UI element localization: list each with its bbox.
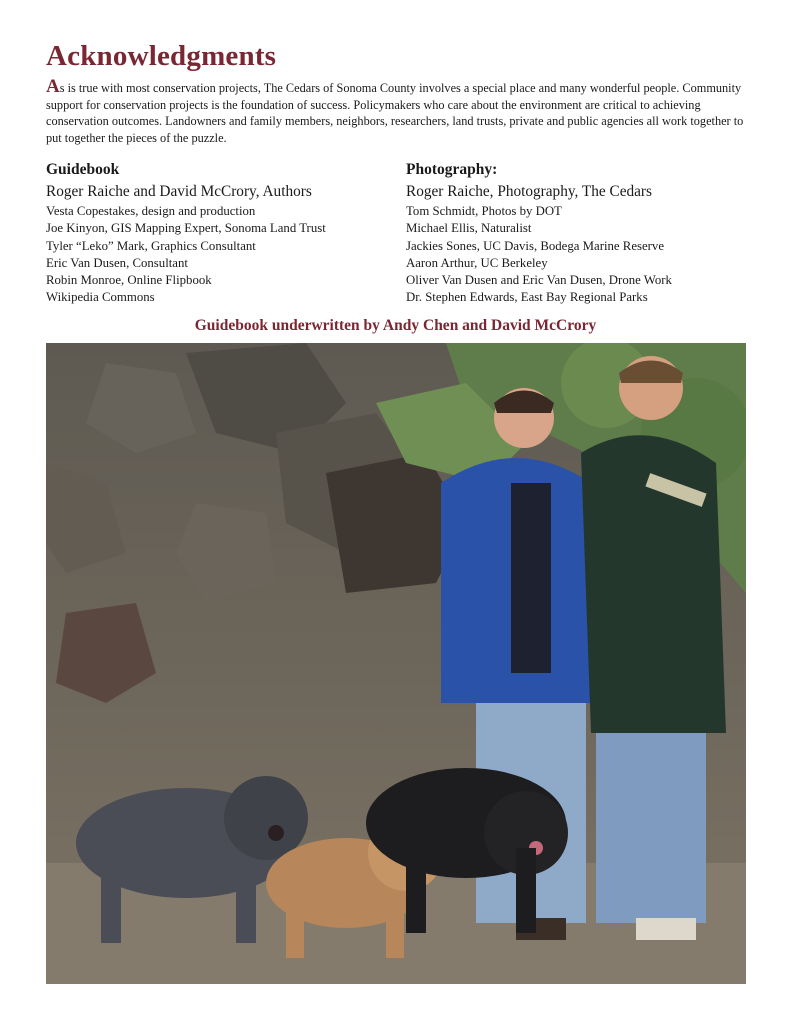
underwritten-caption: Guidebook underwritten by Andy Chen and David McCrory [194,317,597,334]
intro-dropcap: A [46,76,60,97]
photography-credits [406,161,766,307]
photography-heading: Photography: [406,161,498,178]
guidebook-credit-item: Eric Van Dusen, Consultant [46,255,188,270]
intro-text: s is true with most conservation projects, The Cedars of Sonoma County involves a special place and many wonderful people. Community support for conservation projects is the foundation of success. Policymakers who care about the environment are critical to achieving conservation outcomes. Landowners and family members, neighbors, researchers, land trusts, private and public agencies all work together to put together the pieces of the puzzle. [46,81,744,145]
group-photo-illustration [46,343,746,984]
guidebook-credit-item: Tyler “Leko” Mark, Graphics Consultant [46,238,256,253]
photography-credit-item: Tom Schmidt, Photos by DOT [406,204,562,218]
guidebook-authors: Roger Raiche and David McCrory, Authors [46,183,312,200]
page-title: Acknowledgments [46,40,277,72]
guidebook-credit-item: Joe Kinyon, GIS Mapping Expert, Sonoma Land Trust [46,221,326,236]
guidebook-credit-item: Robin Monroe, Online Flipbook [46,273,212,288]
guidebook-credit-item: Vesta Copestakes, design and production [46,204,256,218]
photography-credit-item: Jackies Sones, UC Davis, Bodega Marine Reserve [406,238,665,253]
guidebook-heading: Guidebook [46,161,120,178]
guidebook-credit-item: Wikipedia Commons [46,290,155,305]
photography-lead: Roger Raiche, Photography, The Cedars [406,183,652,200]
photography-credit-list [406,203,766,307]
photography-credit-item: Dr. Stephen Edwards, East Bay Regional Parks [406,290,648,305]
guidebook-credit-list [46,203,406,307]
photography-credit-item: Michael Ellis, Naturalist [406,221,532,236]
group-photo [46,343,746,984]
photography-credit-item: Aaron Arthur, UC Berkeley [406,255,548,270]
guidebook-credits [46,161,406,307]
photography-credit-item: Oliver Van Dusen and Eric Van Dusen, Drone Work [406,273,672,288]
intro-paragraph [46,76,756,146]
